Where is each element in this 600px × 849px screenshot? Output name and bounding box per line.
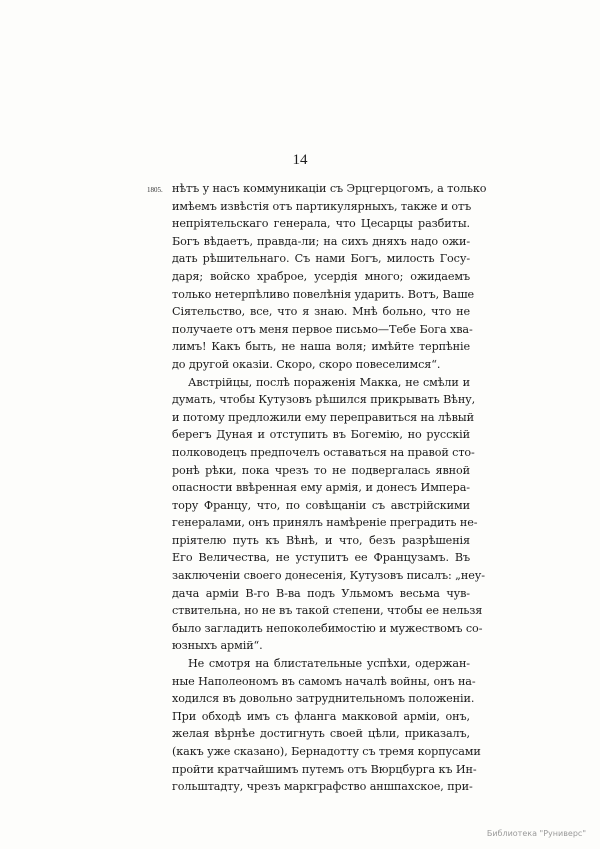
library-watermark: Библиотека "Руниверс" — [486, 829, 586, 838]
text-line: до другой оказiи. Скоро, скоро повеселимся“. — [172, 357, 441, 371]
text-line: ные Наполеономъ въ самомъ началѣ войны, онъ на- — [172, 674, 476, 688]
text-line: дача армiи В-го В-ва подъ Ульмомъ весьма чув- — [172, 586, 470, 600]
text-line: заключенiи своего донесенiя, Кутузовъ писалъ: „неу- — [172, 569, 485, 583]
text-line: получаете отъ меня первое письмо—Тебе Бога хва- — [172, 322, 473, 336]
text-line: генералами, онъ принялъ намѣренiе преградить не- — [172, 516, 478, 530]
text-line: лимъ! Какъ быть, не наша воля; имѣйте терпѣнiе — [172, 340, 470, 354]
margin-year-note: 1805. — [147, 186, 163, 194]
text-line: было загладить непоколебимостiю и мужествомъ со- — [172, 621, 483, 635]
text-line: опасности ввѣренная ему армiя, и донесъ Импера- — [172, 481, 470, 495]
text-line: имѣемъ извѣстiя отъ партикулярныхъ, также и отъ — [172, 199, 472, 213]
text-line: только нетерпѣливо повелѣнiя ударить. Вотъ, Ваше — [172, 287, 475, 301]
text-line: Не смотря на блистательные успѣхи, одержан- — [188, 657, 470, 671]
text-line: желая вѣрнѣе достигнуть своей цѣли, приказалъ, — [172, 727, 470, 741]
text-line: дать рѣшительнаго. Съ нами Богъ, милость Госу- — [172, 252, 470, 266]
text-line: тору Францу, что, по совѣщанiи съ австрiйскими — [172, 498, 470, 512]
text-line: непрiятельскаго генерала, что Цесарцы разбиты. — [172, 217, 470, 231]
text-line: ствительна, но не въ такой степени, чтобы ее нельзя — [172, 604, 483, 618]
page-number: 14 — [292, 152, 308, 168]
text-line: ходился въ довольно затруднительномъ положенiи. — [172, 692, 475, 706]
text-line: Его Величества, не уступитъ ее Французамъ. Въ — [172, 551, 470, 565]
text-line: гольштадту, чрезъ маркграфство аншпахское, при- — [172, 780, 473, 794]
text-line: берегъ Дуная и отступить въ Богемiю, но русскiй — [172, 428, 470, 442]
body-text — [172, 180, 487, 796]
text-line: ронѣ рѣки, пока чрезъ то не подвергалась явной — [172, 463, 470, 477]
text-line: Австрiйцы, послѣ пораженiя Макка, не смѣли и — [188, 375, 470, 389]
text-line: При обходѣ имъ съ фланга макковой армiи, онъ, — [172, 709, 470, 723]
text-line: пройти кратчайшимъ путемъ отъ Вюрцбурга къ Ин- — [172, 762, 477, 776]
text-line: даря; войско храброе, усердiя много; ожидаемъ — [172, 269, 470, 283]
text-line: Богъ вѣдаетъ, правда-ли; на сихъ дняхъ надо ожи- — [172, 234, 470, 248]
text-line: Сiятельство, все, что я знаю. Мнѣ больно, что не — [172, 305, 470, 319]
text-line: полководецъ предпочелъ оставаться на правой сто- — [172, 445, 475, 459]
text-line: юзныхъ армiй“. — [172, 639, 263, 653]
text-line: и потому предложили ему переправиться на лѣвый — [172, 410, 474, 424]
text-line: (какъ уже сказано), Бернадотту съ тремя корпусами — [172, 745, 481, 758]
text-line: думать, чтобы Кутузовъ рѣшился прикрывать Вѣну, — [172, 393, 476, 407]
text-line: прiятелю путь къ Вѣнѣ, и что, безъ разрѣшенiя — [172, 533, 470, 547]
text-line: нѣтъ у насъ коммуникацiи съ Эрцгерцогомъ, а только — [172, 182, 487, 195]
